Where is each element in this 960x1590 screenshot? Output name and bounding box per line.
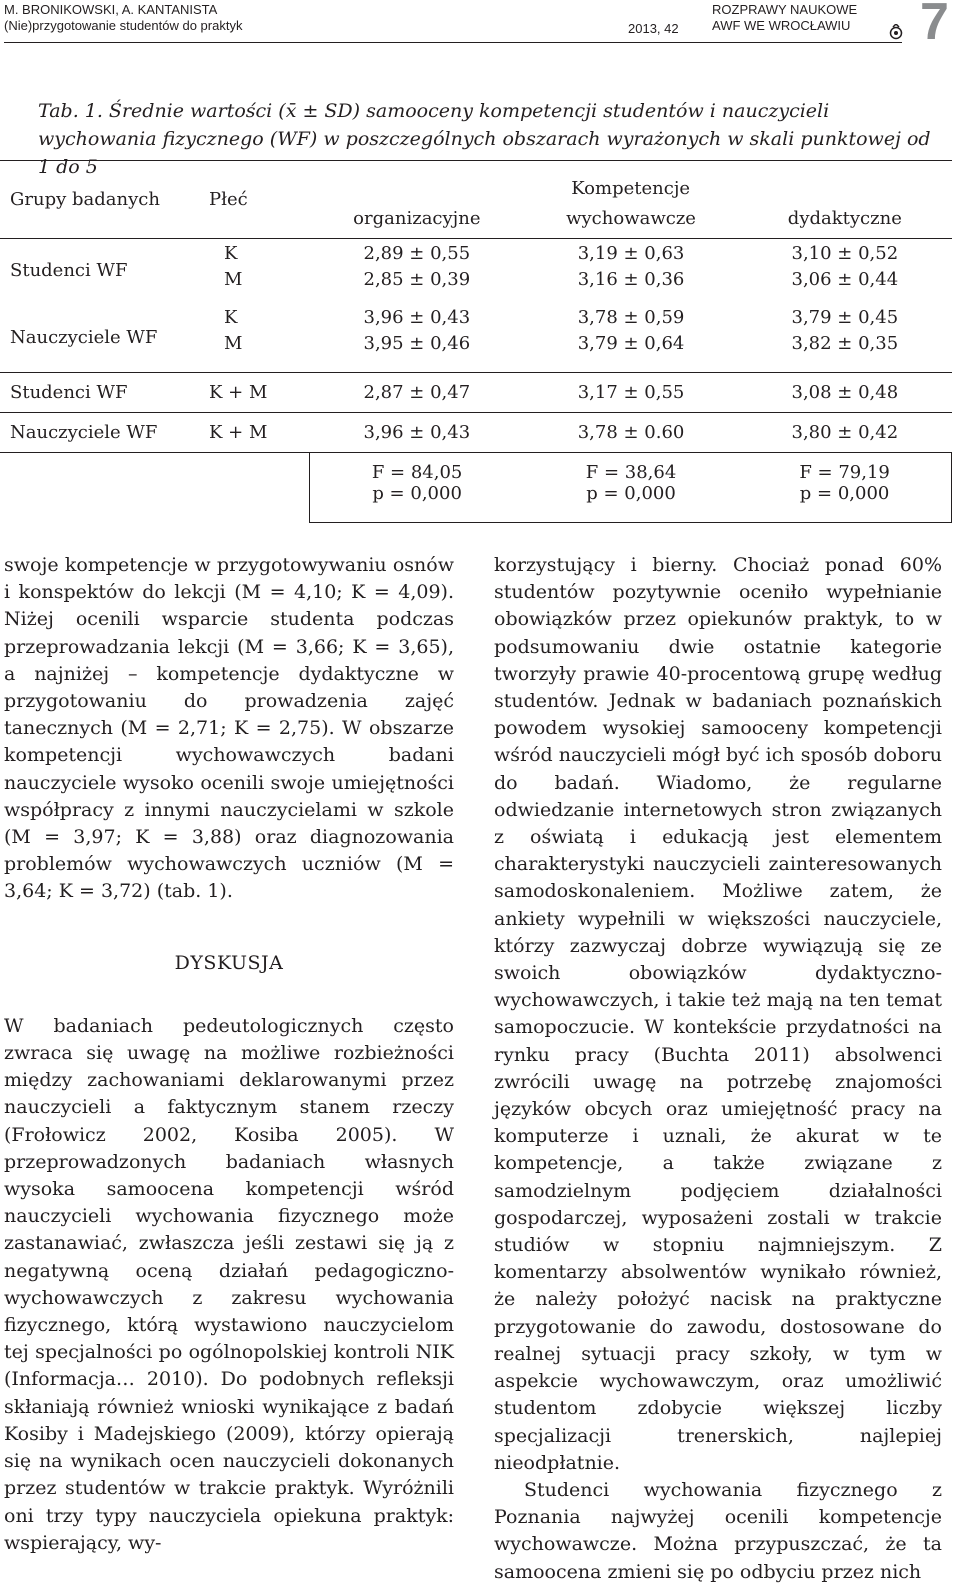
results-table <box>0 160 952 523</box>
table-row <box>0 483 952 523</box>
table-row <box>0 239 952 269</box>
cell-value: 3,96 ± 0,43 <box>363 307 471 328</box>
section-heading: DYSKUSJA <box>174 951 284 974</box>
header-article-title: (Nie)przygotowanie studentów do praktyk <box>4 18 243 33</box>
cell-value: 3,79 ± 0,45 <box>791 307 899 328</box>
row-sex: M <box>224 332 243 354</box>
table-row <box>0 453 952 483</box>
paragraph: korzystujący i bierny. Chociaż ponad 60% studentów pozytywnie oceniło wypełnianie obowiązków przez opiekunów praktyk, to w podsumowaniu dwie ostatnie kategorie tworzyły prawie 40-procentową grupę według studentów. Jednak w badaniach poznańskich powodem wysokiej samooceny kompetencji wśród nauczycieli mógł być ich sposób doboru do badań. Wiadomo, że regularne odwiedzanie internetowych stron związanych z oświatą i edukacją jest elementem charakterystyki nauczycieli zainteresowanych samodoskonaleniem. Możliwe zatem, że ankiety wypełnili w większości nauczyciele, którzy zazwyczaj dobrze wywiązują się ze swoich obowiązków dydaktyczno-wychowawczych, i takie też mają na ten temat samopoczucie. W kontekście przydatności na rynku pracy (Buchta 2011) absolwenci zwrócili uwagę na potrzebę znajomości języków obcych oraz umiejętność pracy na komputerze i uznali, że akurat w te kompetencje, a także związane z samodzielnym podjęciem działalności gospodarczej, wyposażeni zostali w trakcie studiów w stopniu najmniejszym. Z komentarzy absolwentów wynikało również, że należy położyć nacisk na praktyczne przygotowanie do zawodu, dostosowane do realnej sytuacji pracy szkoły, w tym w aspekcie wychowawczym, oraz umożliwić studentom zdobycie większej liczby specjalizacji trenerskich, najlepiej nieodpłatnie. <box>494 554 942 1474</box>
header-groups: Grupy badanych <box>10 189 160 210</box>
cell-value: 3,10 ± 0,52 <box>791 243 899 265</box>
stat-f: F = 79,19 <box>738 453 951 483</box>
table-caption: Tab. 1. Średnie wartości (x̄ ± SD) samooceny kompetencji studentów i nauczycieli wychowania fizycznego (WF) w poszczególnych obszarach wyrażonych w skali punktowej od 1 do 5 <box>38 100 931 178</box>
cell-value: 3,96 ± 0,43 <box>363 422 471 443</box>
cell-value: 3,78 ± 0,59 <box>577 307 685 328</box>
row-group-label: Studenci WF <box>10 382 128 403</box>
cell-value: 3,80 ± 0,42 <box>791 422 899 443</box>
header-journal-line1: ROZPRAWY NAUKOWE <box>712 2 858 17</box>
row-sex: K + M <box>209 422 268 443</box>
journal-logo-icon <box>889 24 903 40</box>
row-group-label: Nauczyciele WF <box>10 326 158 348</box>
paragraph: Studenci wychowania fizycznego z Poznania najwyżej ocenili kompetencje wychowawcze. Można przypuszczać, że ta samoocena zmieni się po odbyciu przez nich <box>494 1478 942 1583</box>
cell-value: 3,16 ± 0,36 <box>577 268 685 290</box>
stat-f: F = 38,64 <box>585 461 677 483</box>
cell-value: 3,95 ± 0,46 <box>363 332 471 354</box>
table-row <box>0 303 952 333</box>
table-row <box>0 413 952 453</box>
cell-value: 3,78 ± 0.60 <box>577 422 685 443</box>
running-header-right <box>712 2 857 34</box>
page-number: 7 <box>920 0 949 51</box>
cell-value: 3,08 ± 0,48 <box>791 382 899 403</box>
table-row <box>0 373 952 413</box>
paragraph: W badaniach pedeutologicznych często zwraca się uwagę na możliwe rozbieżności między zachowaniami deklarowanymi przez nauczycieli a faktycznym stanem rzeczy (Frołowicz 2002, Kosiba 2005). W przeprowadzonych badaniach własnych wysoka samoocena kompetencji wśród nauczycieli wychowania fizycznego może zastanawiać, zwłaszcza jeśli zestawi się ją z negatywną oceną działań pedagogiczno-wychowawczych z zakresu wychowania fizycznego, którą wystawiono nauczycielom tej specjalności po ogólnopolskiej kontroli NIK (Informacja… 2010). Do podobnych refleksji skłaniają również wnioski wynikające z badań Kosiby i Madejskiego (2009), którzy opierają się na wynikach ocen nauczycieli dokonanych przez studentów w trakcie praktyk. Wyróżnili oni trzy typy nauczyciela opiekuna praktyk: wspierający, wy- <box>4 1014 454 1554</box>
cell-value: 3,06 ± 0,44 <box>791 268 899 290</box>
stat-p: p = 0,000 <box>524 483 738 523</box>
cell-value: 2,87 ± 0,47 <box>363 382 471 403</box>
header-rule <box>4 42 902 43</box>
paragraph: swoje kompetencje w przygotowywaniu osnów i konspektów do lekcji (M = 4,10; K = 4,09). Niżej ocenili wsparcie studenta podczas przeprowadzania lekcji (M = 3,66; K = 3,65), a najniżej – kompetencje dydaktyczne w przygotowaniu do prowadzenia zajęć tanecznych (M = 2,71; K = 2,75). W obszarze kompetencji wychowawczych badani nauczyciele wysoko ocenili swoje umiejętności współpracy z innymi nauczycielami w szkole (M = 3,97; K = 3,88) oraz diagnozowania problemów wychowawczych uczniów (M = 3,64; K = 3,72) (tab. 1). <box>4 554 454 903</box>
row-sex: K <box>224 307 238 328</box>
row-sex: K + M <box>209 382 268 403</box>
running-header-left <box>4 2 242 34</box>
col-header-organizational: organizacyjne <box>353 207 481 229</box>
cell-value: 3,82 ± 0,35 <box>791 332 899 354</box>
row-group-label: Nauczyciele WF <box>10 422 158 443</box>
stat-p: p = 0,000 <box>310 483 524 523</box>
row-group-label: Studenci WF <box>10 260 128 282</box>
cell-value: 3,19 ± 0,63 <box>577 243 685 265</box>
stat-f: F = 84,05 <box>310 453 524 483</box>
stat-p: p = 0,000 <box>738 483 951 523</box>
cell-value: 3,79 ± 0,64 <box>577 332 685 354</box>
row-sex: M <box>224 268 243 290</box>
body-column-right <box>494 552 942 1586</box>
cell-value: 2,85 ± 0,39 <box>363 268 471 290</box>
cell-value: 2,89 ± 0,55 <box>363 243 471 265</box>
row-sex: K <box>224 243 238 265</box>
body-column-left <box>4 552 454 1557</box>
header-sex: Płeć <box>209 189 248 210</box>
header-issue: 2013, 42 <box>628 21 679 36</box>
header-competences: Kompetencje <box>571 177 691 199</box>
header-journal-line2: AWF WE WROCŁAWIU <box>712 18 851 33</box>
cell-value: 3,17 ± 0,55 <box>577 382 685 403</box>
header-authors: M. BRONIKOWSKI, A. KANTANISTA <box>4 2 218 17</box>
col-header-educational: wychowawcze <box>566 207 696 229</box>
col-header-didactic: dydaktyczne <box>787 207 902 229</box>
